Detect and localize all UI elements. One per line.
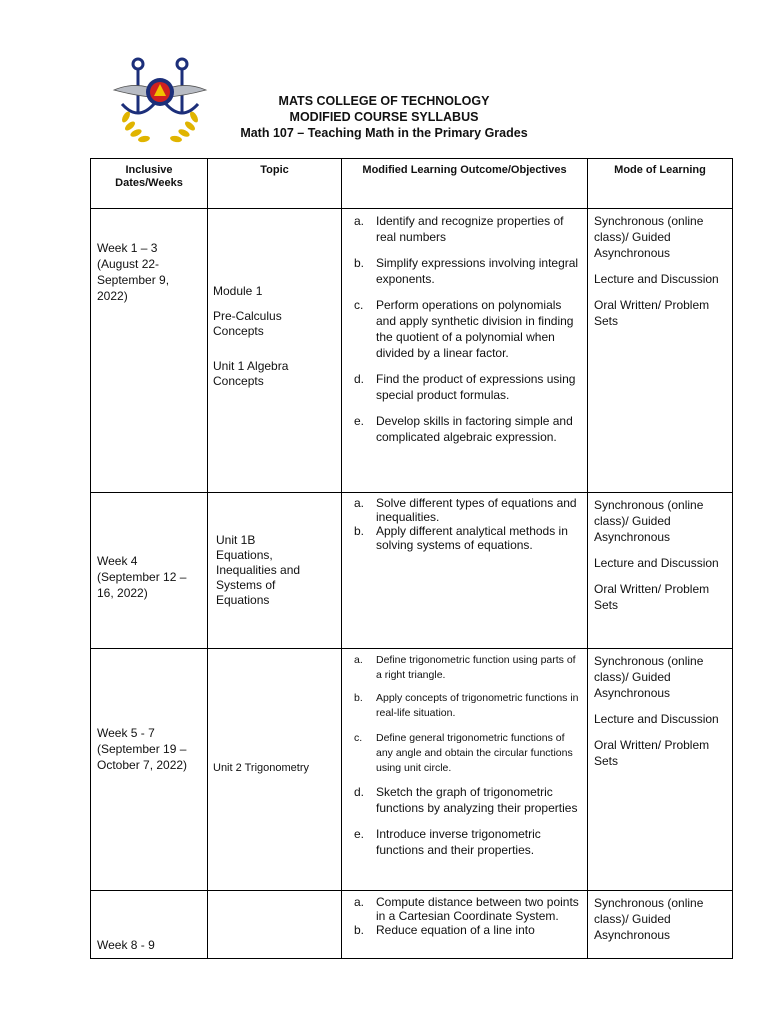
mode-line: Synchronous (online class)/ Guided Asynchronous [594,896,704,942]
objective-text: Identify and recognize properties of real numbers [376,214,564,244]
topic-line: Unit 2 Trigonometry [213,762,309,774]
objective-text: Sketch the graph of trigonometric functions by analyzing their properties [376,785,578,815]
mode-line: Oral Written/ Problem Sets [594,582,710,612]
objectives-cell [342,891,588,959]
dates-line: 16, 2022) [97,586,148,600]
topic-line: Unit 1 Algebra [213,359,289,373]
topic-line: Concepts [213,374,264,388]
mode-cell [588,209,733,493]
objective-item [342,691,587,721]
objective-item [342,413,587,445]
table-row [91,209,733,493]
table-row [91,649,733,891]
topic-cell [208,891,342,959]
objectives-cell [342,209,588,493]
topic-line: Pre-Calculus [213,309,282,323]
dates-line: October 7, 2022) [97,758,188,772]
header-topic: Topic [208,159,342,209]
objective-item [342,731,587,776]
objective-item [342,213,587,245]
objective-text: Simplify expressions involving integral exponents. [376,256,579,286]
header-outcomes: Modified Learning Outcome/Objectives [342,159,588,209]
objective-marker: c. [354,298,364,312]
topic-line: Module 1 [213,284,263,298]
topic-line: Systems of [216,578,276,592]
objective-marker: b. [354,923,365,937]
mode-line: Lecture and Discussion [594,556,719,570]
dates-cell [91,891,208,959]
objective-item [342,496,587,524]
objective-item [342,923,587,937]
objective-marker: c. [354,732,363,744]
objective-text: Find the product of expressions using special product formulas. [376,372,576,402]
header-dates: Inclusive Dates/Weeks [91,159,208,209]
objective-text: Define trigonometric function using parts of a right triangle. [376,654,576,681]
topic-cell [208,209,342,493]
objective-text: Introduce inverse trigonometric functions and their properties. [376,827,541,857]
dates-line: (September 19 – [97,742,187,756]
dates-line: September 9, [97,273,170,287]
objective-text: Compute distance between two points in a Cartesian Coordinate System. [376,895,579,923]
topic-line: Equations [216,593,270,607]
topic-cell [208,649,342,891]
dates-line: 2022) [97,289,128,303]
objective-text: Apply different analytical methods in solving systems of equations. [376,524,568,552]
topic-line: Inequalities and [216,563,301,577]
college-name: MATS COLLEGE OF TECHNOLOGY [278,94,490,108]
syllabus-table [90,158,733,959]
mode-line: Synchronous (online class)/ Guided Asynchronous [594,498,704,544]
objective-item [342,826,587,858]
objective-text: Perform operations on polynomials and apply synthetic division in finding the quotient of a polynomial when divided by a linear factor. [376,298,574,360]
objective-marker: b. [354,256,365,270]
objective-marker: e. [354,414,365,428]
syllabus-title: MODIFIED COURSE SYLLABUS [289,110,479,124]
objectives-cell [342,493,588,649]
objective-marker: d. [354,372,365,386]
course-title: Math 107 – Teaching Math in the Primary Grades [240,126,528,140]
mode-line: Oral Written/ Problem Sets [594,738,710,768]
dates-line: Week 5 - 7 [97,726,155,740]
mode-line: Lecture and Discussion [594,712,719,726]
objective-marker: a. [354,654,363,666]
table-header-row [91,159,733,209]
objective-item [342,895,587,923]
mode-line: Synchronous (online class)/ Guided Asynchronous [594,654,704,700]
dates-line: Week 8 - 9 [97,938,155,952]
topic-line: Equations, [216,548,273,562]
objective-item [342,255,587,287]
objective-text: Solve different types of equations and inequalities. [376,496,577,524]
dates-cell [91,649,208,891]
objective-marker: e. [354,827,365,841]
topic-cell [208,493,342,649]
table-row [91,891,733,959]
objective-marker: b. [354,524,365,538]
objective-text: Define general trigonometric functions of any angle and obtain the circular functions using unit circle. [376,732,573,774]
objective-item [342,524,587,552]
objective-item [342,297,587,361]
dates-line: (September 12 – [97,570,187,584]
dates-line: (August 22- [97,257,160,271]
mode-line: Lecture and Discussion [594,272,719,286]
objective-text: Apply concepts of trigonometric functions in real-life situation. [376,692,579,719]
mode-line: Oral Written/ Problem Sets [594,298,710,328]
objective-marker: a. [354,895,365,909]
objective-text: Develop skills in factoring simple and complicated algebraic expression. [376,414,573,444]
mode-cell [588,649,733,891]
topic-line: Unit 1B [216,533,256,547]
objective-item [342,653,587,683]
dates-cell [91,493,208,649]
objectives-cell [342,649,588,891]
table-row [91,493,733,649]
objective-marker: a. [354,214,365,228]
objective-item [342,784,587,816]
dates-line: Week 4 [97,554,138,568]
mode-cell [588,891,733,959]
dates-cell [91,209,208,493]
objective-text: Reduce equation of a line into [376,923,535,937]
objective-marker: a. [354,496,365,510]
objective-marker: d. [354,785,365,799]
objective-item [342,371,587,403]
mode-cell [588,493,733,649]
objective-marker: b. [354,692,363,704]
header-mode: Mode of Learning [588,159,733,209]
topic-line: Concepts [213,324,264,338]
dates-line: Week 1 – 3 [97,241,158,255]
mode-line: Synchronous (online class)/ Guided Asynchronous [594,214,704,260]
